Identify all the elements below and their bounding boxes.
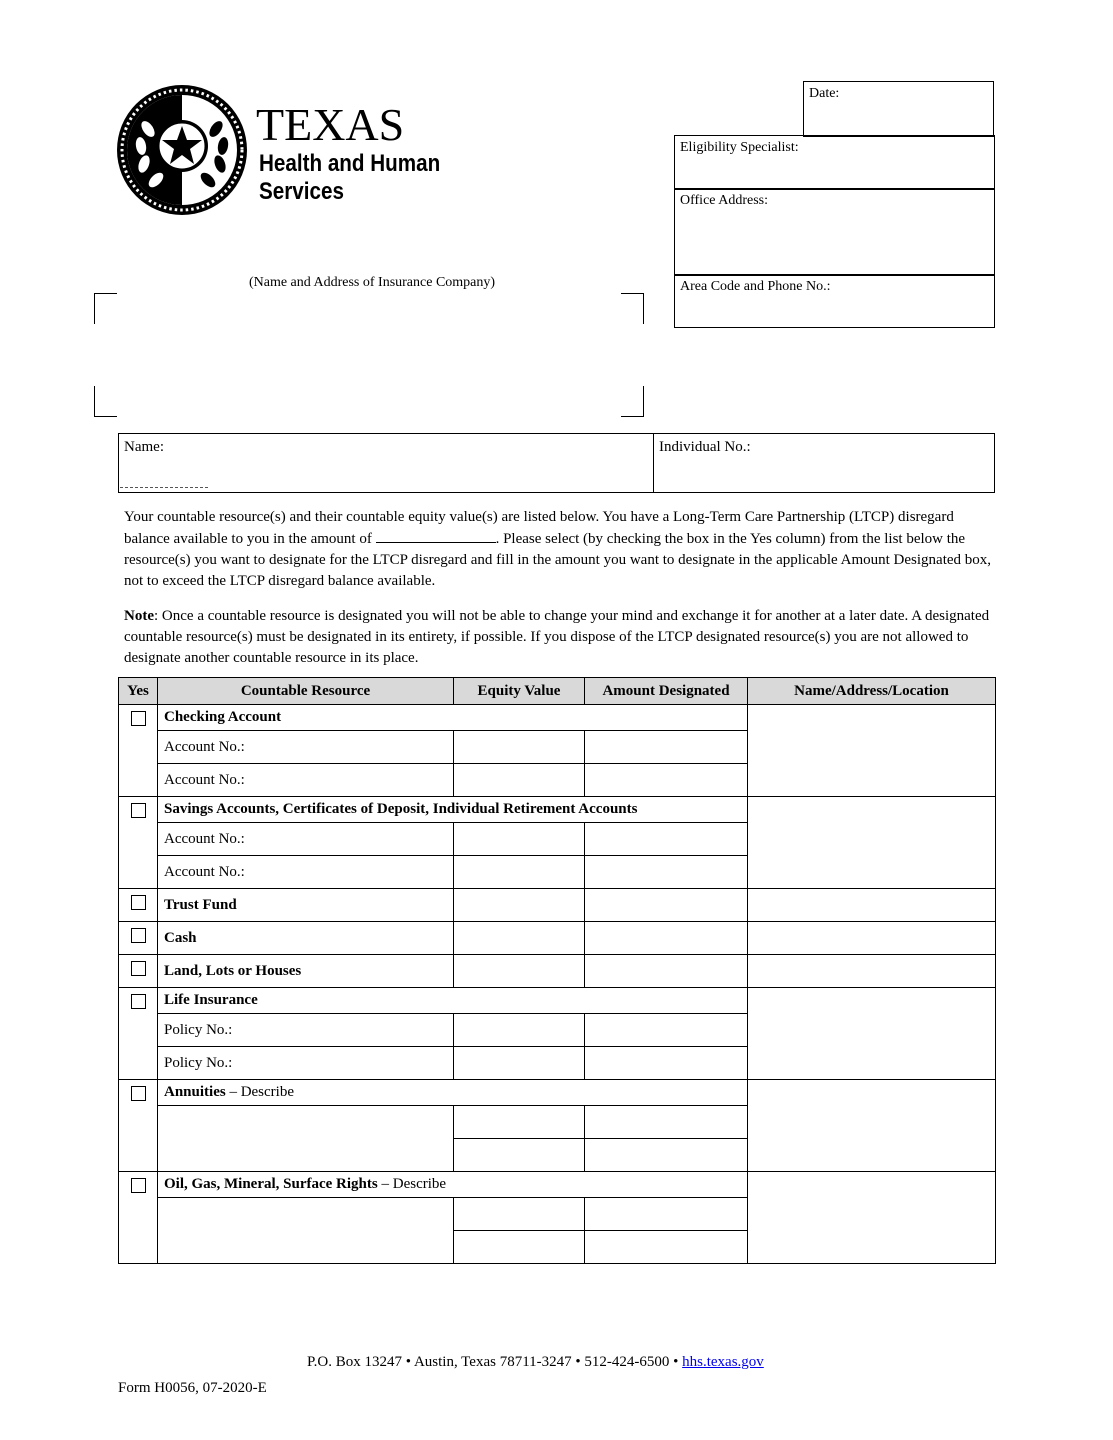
amount-designated-field[interactable] <box>585 856 748 889</box>
resource-title: Cash <box>158 922 454 955</box>
annuities-checkbox[interactable] <box>131 1086 146 1101</box>
yes-cell <box>119 955 158 988</box>
texas-seal-icon <box>116 84 248 216</box>
location-field[interactable] <box>748 1080 996 1172</box>
amount-designated-field[interactable] <box>585 731 748 764</box>
equity-value-field[interactable] <box>454 731 585 764</box>
resource-title: Trust Fund <box>158 889 454 922</box>
equity-value-field[interactable] <box>454 1231 585 1264</box>
describe-field[interactable] <box>158 1198 454 1264</box>
checking-account-checkbox[interactable] <box>131 711 146 726</box>
footer-address <box>307 1354 764 1371</box>
trust-fund-checkbox[interactable] <box>131 895 146 910</box>
table-row <box>119 922 996 955</box>
equity-value-field[interactable] <box>454 889 585 922</box>
equity-value-field[interactable] <box>454 1198 585 1231</box>
yes-cell <box>119 889 158 922</box>
resource-title: Life Insurance <box>158 988 748 1014</box>
account-no-field[interactable]: Account No.: <box>158 823 454 856</box>
instructions-text: Your countable resource(s) and their countable equity value(s) are listed below. You have a Long-Term Care Partnership (LTCP) disregard balance available to you in the amount of <box>124 509 954 547</box>
amount-designated-field[interactable] <box>585 922 748 955</box>
yes-cell <box>119 1172 158 1264</box>
equity-value-field[interactable] <box>454 922 585 955</box>
header-equity-value: Equity Value <box>454 678 585 705</box>
equity-value-field[interactable] <box>454 856 585 889</box>
table-row <box>119 988 996 1014</box>
name-dotted-line <box>120 487 208 488</box>
address-window-corner <box>94 386 117 417</box>
phone-label: Area Code and Phone No.: <box>680 279 831 294</box>
table-header-row <box>119 678 996 705</box>
oil-gas-checkbox[interactable] <box>131 1178 146 1193</box>
amount-designated-field[interactable] <box>585 1014 748 1047</box>
cash-checkbox[interactable] <box>131 928 146 943</box>
hhs-website-link[interactable]: hhs.texas.gov <box>682 1354 764 1370</box>
header-amount-designated: Amount Designated <box>585 678 748 705</box>
office-address-label: Office Address: <box>680 193 768 208</box>
yes-cell <box>119 988 158 1080</box>
address-window-corner <box>621 293 644 324</box>
equity-value-field[interactable] <box>454 1014 585 1047</box>
table-row <box>119 1080 996 1106</box>
yes-cell <box>119 797 158 889</box>
account-no-field[interactable]: Account No.: <box>158 731 454 764</box>
resources-table <box>118 677 996 1264</box>
resource-title: Checking Account <box>158 705 748 731</box>
savings-checkbox[interactable] <box>131 803 146 818</box>
location-field[interactable] <box>748 889 996 922</box>
amount-designated-field[interactable] <box>585 955 748 988</box>
equity-value-field[interactable] <box>454 1106 585 1139</box>
logo-subtitle <box>259 150 440 206</box>
name-field[interactable] <box>119 434 654 492</box>
header-name-address-location: Name/Address/Location <box>748 678 996 705</box>
amount-designated-field[interactable] <box>585 1106 748 1139</box>
table-row <box>119 705 996 731</box>
client-info-row <box>118 433 995 493</box>
table-row <box>119 955 996 988</box>
resource-title-suffix: – Describe <box>225 1084 294 1100</box>
account-no-field[interactable]: Account No.: <box>158 856 454 889</box>
amount-designated-field[interactable] <box>585 764 748 797</box>
resource-title: Land, Lots or Houses <box>158 955 454 988</box>
footer-address-text: P.O. Box 13247 • Austin, Texas 78711-3247 • 512-424-6500 • <box>307 1354 683 1370</box>
name-label: Name: <box>124 439 164 455</box>
equity-value-field[interactable] <box>454 1047 585 1080</box>
note-paragraph <box>124 606 994 669</box>
logo-subtitle-line1: Health and Human <box>259 150 441 177</box>
hhs-logo <box>116 84 461 216</box>
date-label: Date: <box>809 86 840 101</box>
table-row <box>119 797 996 823</box>
phone-field[interactable] <box>674 274 995 328</box>
life-insurance-checkbox[interactable] <box>131 994 146 1009</box>
amount-designated-field[interactable] <box>585 823 748 856</box>
amount-designated-field[interactable] <box>585 1231 748 1264</box>
eligibility-specialist-label: Eligibility Specialist: <box>680 140 799 155</box>
resource-title <box>158 1172 748 1198</box>
location-field[interactable] <box>748 955 996 988</box>
location-field[interactable] <box>748 988 996 1080</box>
eligibility-specialist-field[interactable] <box>674 135 995 190</box>
amount-designated-field[interactable] <box>585 1198 748 1231</box>
individual-no-label: Individual No.: <box>659 439 751 455</box>
location-field[interactable] <box>748 705 996 797</box>
amount-designated-field[interactable] <box>585 889 748 922</box>
note-text: : Once a countable resource is designated you will not be able to change your mind and exchange it for another at a later date. A designated countable resource(s) must be designated in its entirety, if possible. If you dispose of the LTCP designated resource(s) you are not allowed to designate another countable resource in its place. <box>124 608 990 666</box>
location-field[interactable] <box>748 797 996 889</box>
office-address-field[interactable] <box>674 188 995 276</box>
amount-designated-field[interactable] <box>585 1139 748 1172</box>
logo-title: TEXAS <box>256 99 405 150</box>
policy-no-field[interactable]: Policy No.: <box>158 1014 454 1047</box>
location-field[interactable] <box>748 922 996 955</box>
resource-title <box>158 1080 748 1106</box>
yes-cell <box>119 1080 158 1172</box>
instructions-paragraph <box>124 507 994 592</box>
address-window-corner <box>621 386 644 417</box>
equity-value-field[interactable] <box>454 955 585 988</box>
describe-field[interactable] <box>158 1106 454 1172</box>
insurance-company-label: (Name and Address of Insurance Company) <box>248 275 496 290</box>
header-countable-resource: Countable Resource <box>158 678 454 705</box>
date-field[interactable] <box>803 81 994 137</box>
resource-title-bold: Oil, Gas, Mineral, Surface Rights <box>164 1176 378 1192</box>
yes-cell <box>119 922 158 955</box>
equity-value-field[interactable] <box>454 1139 585 1172</box>
policy-no-field[interactable]: Policy No.: <box>158 1047 454 1080</box>
resource-title-bold: Annuities <box>164 1084 226 1100</box>
form-number: Form H0056, 07-2020-E <box>118 1380 267 1396</box>
note-label: Note <box>124 608 154 624</box>
resource-title: Savings Accounts, Certificates of Deposit, Individual Retirement Accounts <box>158 797 748 823</box>
yes-cell <box>119 705 158 797</box>
equity-value-field[interactable] <box>454 764 585 797</box>
table-row <box>119 1172 996 1198</box>
address-window-corner <box>94 293 117 324</box>
instructions-text-cont: . Please select (by checking the box in the Yes column) from the list below the resource(s) you want to designate for the LTCP disregard and fill in the amount you want to designate in the applicable Amount Designated box, not to exceed the LTCP disregard balance available. <box>124 531 992 589</box>
amount-designated-field[interactable] <box>585 1047 748 1080</box>
location-field[interactable] <box>748 1172 996 1264</box>
individual-no-field[interactable] <box>654 434 994 492</box>
table-row <box>119 889 996 922</box>
logo-subtitle-line2: Services <box>259 178 344 205</box>
equity-value-field[interactable] <box>454 823 585 856</box>
header-yes: Yes <box>119 678 158 705</box>
land-checkbox[interactable] <box>131 961 146 976</box>
account-no-field[interactable]: Account No.: <box>158 764 454 797</box>
resource-title-suffix: – Describe <box>377 1176 447 1192</box>
disregard-amount-blank[interactable] <box>376 528 496 543</box>
